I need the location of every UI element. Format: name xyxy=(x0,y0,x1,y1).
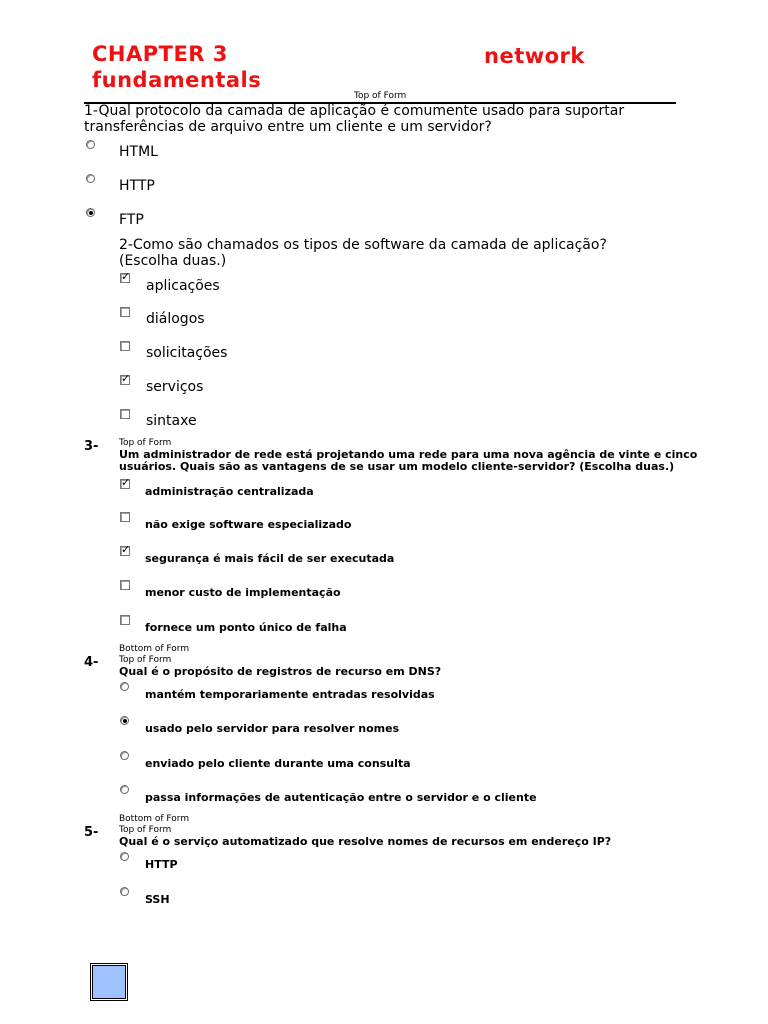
question-4-number: 4- xyxy=(84,655,99,670)
q3-option-centralizada-checkbox[interactable] xyxy=(120,479,130,489)
question-3-number: 3- xyxy=(84,439,99,454)
chapter-subtitle-line2: fundamentals xyxy=(92,68,262,92)
q1-option-html-radio[interactable] xyxy=(86,140,95,149)
q4-option-4-radio[interactable] xyxy=(120,785,129,794)
q4-option-4-label: passa informações de autenticação entre o servidor e o cliente xyxy=(145,791,537,804)
q3-option-seguranca-label: segurança é mais fácil de ser executada xyxy=(145,552,395,565)
question-5-number: 5- xyxy=(84,825,99,840)
question-5-text: Qual é o serviço automatizado que resolve nomes de recursos em endereço IP? xyxy=(119,835,612,848)
q5-top-of-form-label: Top of Form xyxy=(119,825,172,835)
q3-option-falha-checkbox[interactable] xyxy=(120,615,130,625)
q4-option-1-radio[interactable] xyxy=(120,682,129,691)
q2-option-servicos-label: serviços xyxy=(146,379,204,395)
chapter-subtitle: network xyxy=(484,44,585,68)
q3-option-seguranca-checkbox[interactable] xyxy=(120,546,130,556)
q2-option-solicitacoes-checkbox[interactable] xyxy=(120,341,130,351)
q2-option-sintaxe-checkbox[interactable] xyxy=(120,409,130,419)
q4-option-1-label: mantém temporariamente entradas resolvidas xyxy=(145,688,435,701)
q3-top-of-form-label: Top of Form xyxy=(119,438,172,448)
q1-option-ftp-label: FTP xyxy=(119,212,144,228)
q1-option-http-radio[interactable] xyxy=(86,174,95,183)
q4-top-of-form-label: Top of Form xyxy=(119,655,172,665)
q3-option-software-label: não exige software especializado xyxy=(145,518,352,531)
q4-option-3-radio[interactable] xyxy=(120,751,129,760)
question-2-text: 2-Como são chamados os tipos de software da camada de aplicação? (Escolha duas.) xyxy=(119,237,607,269)
q3-option-custo-label: menor custo de implementação xyxy=(145,586,341,599)
q4-option-3-label: enviado pelo cliente durante uma consulta xyxy=(145,757,411,770)
q5-option-http-label: HTTP xyxy=(145,858,178,871)
q2-option-servicos-checkbox[interactable] xyxy=(120,375,130,385)
q2-option-aplicacoes-label: aplicações xyxy=(146,278,220,294)
q1-option-http-label: HTTP xyxy=(119,178,155,194)
question-3-text-line1: Um administrador de rede está projetando uma rede para uma nova agência de vinte e cinco xyxy=(119,448,698,461)
q1-option-html-label: HTML xyxy=(119,144,158,160)
question-3-text-line2: usuários. Quais são as vantagens de se usar um modelo cliente-servidor? (Escolha duas.) xyxy=(119,460,675,473)
q2-option-solicitacoes-label: solicitações xyxy=(146,345,228,361)
blue-square-shape xyxy=(92,965,126,999)
q4-bottom-of-form-label: Bottom of Form xyxy=(119,814,190,824)
q4-option-2-label: usado pelo servidor para resolver nomes xyxy=(145,722,400,735)
q3-bottom-of-form-label: Bottom of Form xyxy=(119,644,190,654)
q2-option-dialogos-label: diálogos xyxy=(146,311,205,327)
question-4-text: Qual é o propósito de registros de recurso em DNS? xyxy=(119,665,442,678)
q3-option-custo-checkbox[interactable] xyxy=(120,580,130,590)
q3-option-centralizada-label: administração centralizada xyxy=(145,485,314,498)
q5-option-ssh-label: SSH xyxy=(145,893,170,906)
q2-option-aplicacoes-checkbox[interactable] xyxy=(120,273,130,283)
q5-option-http-radio[interactable] xyxy=(120,852,129,861)
q2-option-sintaxe-label: sintaxe xyxy=(146,413,197,429)
q1-option-ftp-radio[interactable] xyxy=(86,208,95,217)
chapter-title: CHAPTER 3 xyxy=(92,42,228,66)
top-of-form-label: Top of Form xyxy=(354,91,407,101)
q3-option-falha-label: fornece um ponto único de falha xyxy=(145,621,347,634)
question-1-text: 1-Qual protocolo da camada de aplicação é comumente usado para suportar transferências de arquivo entre um cliente e um servidor? xyxy=(84,103,625,135)
q4-option-2-radio[interactable] xyxy=(120,716,129,725)
q2-option-dialogos-checkbox[interactable] xyxy=(120,307,130,317)
q3-option-software-checkbox[interactable] xyxy=(120,512,130,522)
q5-option-ssh-radio[interactable] xyxy=(120,887,129,896)
